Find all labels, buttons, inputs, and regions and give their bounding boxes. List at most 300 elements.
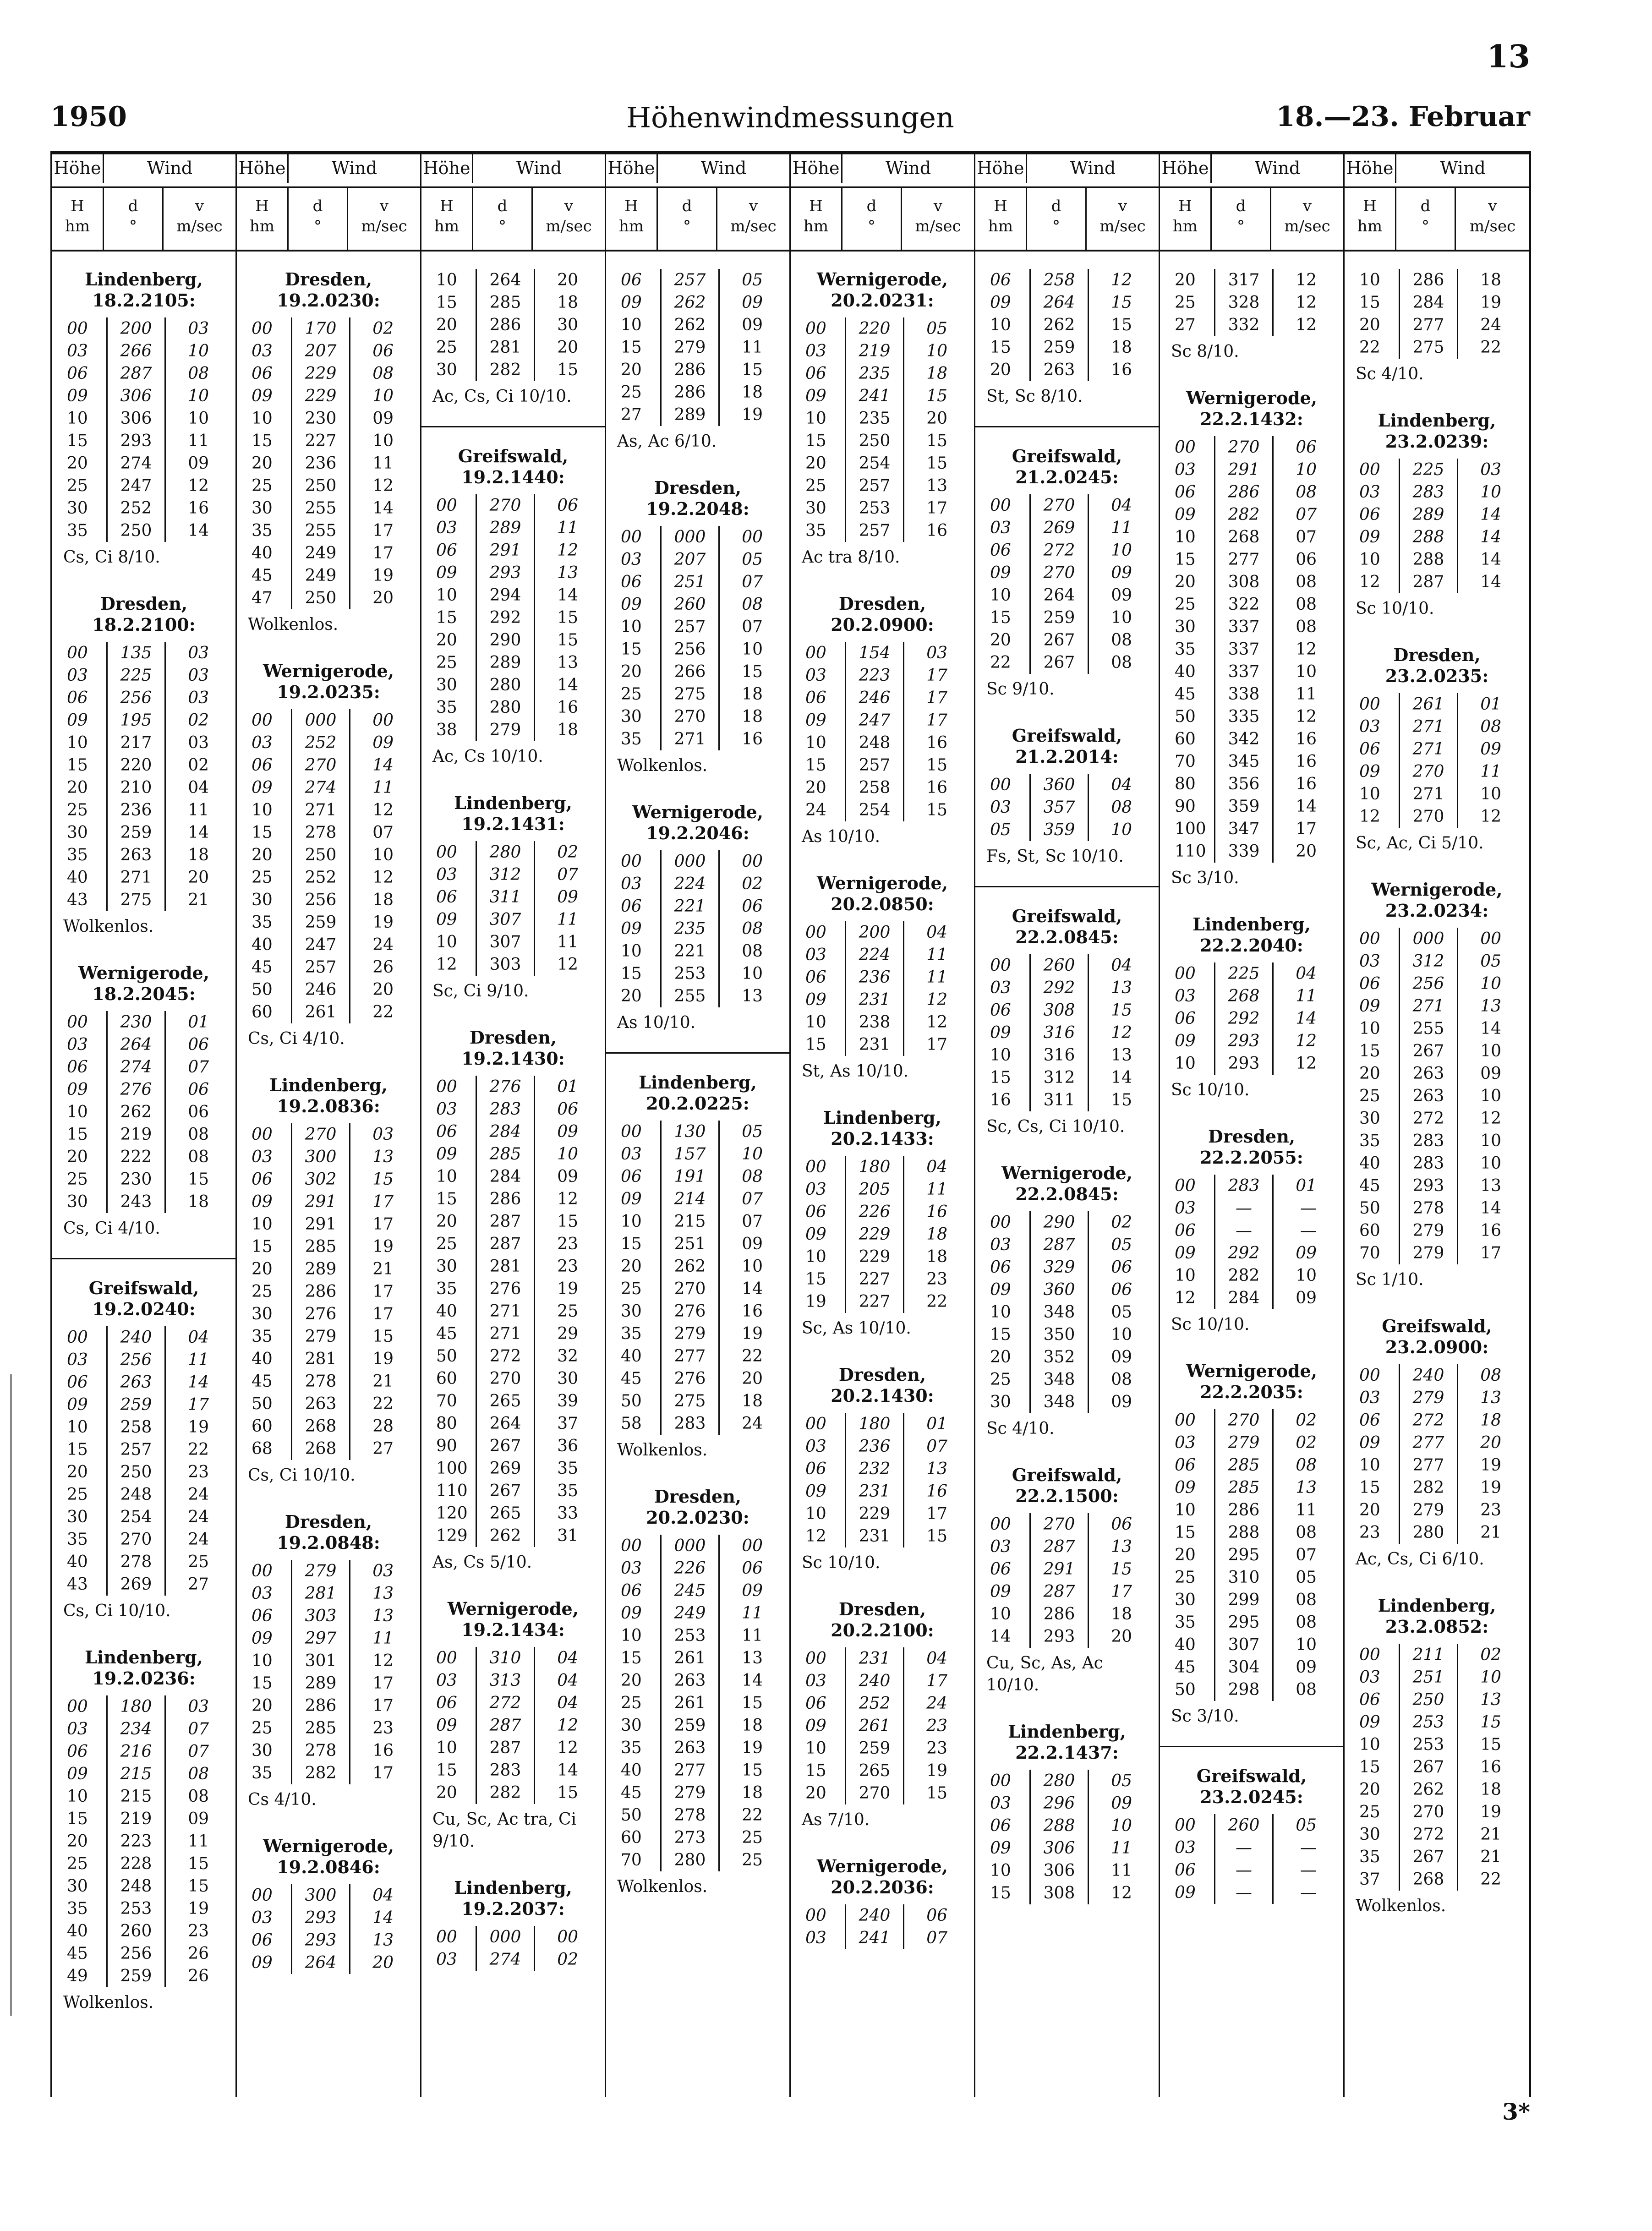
direction-cell: 228 <box>107 1853 165 1875</box>
table-row <box>1356 1711 1508 1733</box>
direction-cell: 300 <box>292 1884 350 1907</box>
speed-cell: 27 <box>188 1575 209 1594</box>
height-cell: 09 <box>621 919 642 938</box>
observation-block <box>975 906 1159 1138</box>
height-cell: 15 <box>621 964 642 983</box>
speed-cell: 13 <box>372 1607 394 1625</box>
height-cell: 09 <box>621 1190 642 1208</box>
direction-cell: 252 <box>846 1692 904 1715</box>
speed-cell: 17 <box>372 1192 394 1211</box>
speed-cell: 19 <box>372 566 394 585</box>
table-row <box>1171 1679 1323 1701</box>
direction-cell: 262 <box>661 1255 719 1278</box>
table-row <box>617 638 769 661</box>
cloud-note: Sc, As 10/10. <box>802 1319 911 1338</box>
header-row-top <box>1345 154 1529 188</box>
height-cell: 00 <box>805 644 826 662</box>
data-column <box>1160 154 1345 2097</box>
speed-cell: 03 <box>188 1697 209 1716</box>
height-cell: 06 <box>1175 1221 1196 1240</box>
height-cell: 00 <box>990 1772 1011 1790</box>
data-column <box>975 154 1160 2097</box>
observation-table <box>63 1326 215 1596</box>
observation-block <box>1160 1361 1343 1747</box>
cloud-note: Ac, Cs, Ci 6/10. <box>1356 1550 1484 1569</box>
table-row <box>617 1345 769 1367</box>
height-cell: 15 <box>1359 1758 1380 1777</box>
height-cell: 20 <box>67 454 88 473</box>
cloud-note: Wolkenlos. <box>248 615 339 634</box>
speed-cell: 09 <box>1111 1794 1132 1813</box>
direction-cell: 277 <box>1400 314 1458 336</box>
header-hoehe: Höhe <box>1161 158 1209 178</box>
table-row <box>1356 1085 1508 1107</box>
height-cell: 06 <box>1359 1411 1380 1430</box>
speed-cell: 14 <box>557 1761 578 1780</box>
height-cell: 30 <box>621 707 642 726</box>
height-cell: 20 <box>67 778 88 797</box>
cloud-note: Sc 3/10. <box>1171 869 1239 887</box>
header-height-cell <box>237 188 287 250</box>
speed-cell: 00 <box>372 711 394 730</box>
direction-cell: 284 <box>1215 1287 1273 1309</box>
speed-cell: 14 <box>188 1373 209 1392</box>
height-cell: 12 <box>1359 573 1380 591</box>
table-row <box>1356 291 1508 314</box>
table-row <box>63 1101 215 1123</box>
direction-cell: 261 <box>292 1001 350 1023</box>
observation-block <box>421 793 605 1002</box>
table-row <box>802 1503 954 1525</box>
table-row <box>1171 481 1323 503</box>
table-row <box>1171 1197 1323 1219</box>
direction-cell: 000 <box>1400 928 1458 950</box>
height-cell: 15 <box>990 1068 1011 1087</box>
direction-cell: 270 <box>1400 1801 1458 1823</box>
height-cell: 22 <box>1359 338 1380 357</box>
observation-time: 19.2.0846: <box>277 1857 380 1877</box>
table-row <box>802 921 954 944</box>
table-row <box>1356 995 1508 1017</box>
height-cell: 70 <box>1175 752 1196 771</box>
speed-cell: 01 <box>926 1415 947 1433</box>
height-cell: 09 <box>1359 528 1380 547</box>
height-cell: 00 <box>805 1649 826 1668</box>
table-row <box>63 1551 215 1573</box>
speed-cell: 16 <box>926 733 947 752</box>
table-row <box>1356 1242 1508 1264</box>
speed-cell: 06 <box>557 496 578 515</box>
observation-table <box>248 1884 400 1974</box>
direction-cell: 293 <box>1215 1052 1273 1075</box>
table-row <box>432 1457 585 1480</box>
height-cell: 10 <box>621 1212 642 1231</box>
observation-block <box>421 1877 605 1971</box>
table-row <box>617 940 769 962</box>
table-row <box>617 571 769 593</box>
speed-cell: 15 <box>372 1327 394 1346</box>
height-cell: 20 <box>621 361 642 379</box>
observation-table <box>248 1560 400 1784</box>
direction-cell: 257 <box>846 754 904 776</box>
table-row <box>432 607 585 629</box>
speed-cell: 02 <box>557 1950 578 1969</box>
table-row <box>1356 1432 1508 1454</box>
height-cell: 10 <box>1359 785 1380 804</box>
direction-cell: 272 <box>1400 1409 1458 1432</box>
speed-cell: 20 <box>557 338 578 357</box>
table-row <box>1171 962 1323 985</box>
table-row <box>802 1670 954 1692</box>
table-row <box>432 1165 585 1188</box>
height-cell: 03 <box>67 342 88 361</box>
height-cell: 40 <box>67 1922 88 1941</box>
direction-cell: 277 <box>1215 548 1273 571</box>
speed-cell: 08 <box>188 1125 209 1144</box>
height-cell: 10 <box>436 1167 457 1186</box>
speed-cell: 28 <box>372 1417 394 1436</box>
height-cell: 15 <box>1175 1523 1196 1542</box>
direction-cell: — <box>1215 1859 1273 1881</box>
table-row <box>802 1480 954 1503</box>
height-cell: 14 <box>990 1627 1011 1646</box>
table-row <box>986 1792 1138 1815</box>
speed-cell: 14 <box>1480 1019 1501 1038</box>
speed-cell: 12 <box>1296 640 1317 659</box>
speed-cell: 17 <box>372 1674 394 1693</box>
table-row <box>248 385 400 407</box>
observation-table <box>1356 1644 1508 1891</box>
cloud-note: Cs, Ci 8/10. <box>63 548 160 567</box>
table-row <box>63 1349 215 1371</box>
table-row <box>1171 1264 1323 1287</box>
height-cell: 20 <box>1359 316 1380 334</box>
direction-cell: 227 <box>846 1290 904 1313</box>
speed-cell: 08 <box>1296 1680 1317 1699</box>
observation-table <box>986 1770 1138 1904</box>
speed-cell: 02 <box>1111 1213 1132 1232</box>
table-row <box>63 754 215 776</box>
table-row <box>63 1191 215 1213</box>
height-cell: 15 <box>67 1440 88 1459</box>
observation-time: 19.2.2046: <box>646 823 749 843</box>
height-cell: 43 <box>67 1575 88 1594</box>
header-wind: Wind <box>472 154 605 183</box>
speed-cell: 13 <box>926 476 947 495</box>
direction-cell: 273 <box>661 1826 719 1849</box>
direction-cell: 296 <box>1030 1792 1089 1815</box>
table-row <box>1171 1611 1323 1634</box>
table-row <box>432 1926 585 1948</box>
table-row <box>248 1325 400 1348</box>
header-speed-cell <box>1455 188 1529 250</box>
speed-cell: 14 <box>1480 573 1501 591</box>
height-cell: 50 <box>1175 707 1196 726</box>
direction-cell: 270 <box>661 705 719 728</box>
header-row-top <box>237 154 420 188</box>
speed-cell: 09 <box>372 409 394 428</box>
height-cell: 100 <box>1175 820 1206 838</box>
speed-cell: 15 <box>742 662 763 681</box>
height-cell: 10 <box>67 409 88 428</box>
direction-cell: 280 <box>476 696 535 719</box>
table-row <box>1171 728 1323 750</box>
height-cell: 15 <box>252 823 273 842</box>
direction-cell: 290 <box>1030 1211 1089 1234</box>
height-cell: 03 <box>436 1100 457 1119</box>
direction-cell: 281 <box>476 1255 535 1278</box>
header-speed-cell <box>901 188 974 250</box>
table-row <box>802 385 954 407</box>
header-unit: m/sec <box>1100 217 1146 235</box>
direction-cell: 256 <box>1400 973 1458 995</box>
height-cell: 20 <box>990 631 1011 650</box>
direction-cell: 200 <box>846 921 904 944</box>
table-row <box>617 1233 769 1255</box>
direction-cell: 256 <box>107 1942 165 1965</box>
observation-block <box>237 269 420 636</box>
table-row <box>248 362 400 385</box>
table-row <box>986 336 1138 359</box>
table-row <box>802 1413 954 1435</box>
speed-cell: 03 <box>188 319 209 338</box>
speed-cell: 35 <box>557 1459 578 1478</box>
table-row <box>63 385 215 407</box>
height-cell: 35 <box>252 521 273 540</box>
direction-cell: 248 <box>107 1483 165 1506</box>
height-cell: 10 <box>67 1418 88 1437</box>
direction-cell: 270 <box>292 1123 350 1146</box>
table-row <box>617 1535 769 1557</box>
header-height-cell <box>791 188 841 250</box>
height-cell: 50 <box>1175 1680 1196 1699</box>
speed-cell: 18 <box>557 721 578 739</box>
direction-cell: 277 <box>1400 1454 1458 1476</box>
direction-cell: 195 <box>107 709 165 732</box>
direction-cell: 268 <box>1400 1868 1458 1891</box>
direction-cell: 259 <box>107 1965 165 1987</box>
height-cell: 06 <box>805 1694 826 1713</box>
column-body <box>237 269 420 1999</box>
table-row <box>63 1830 215 1853</box>
speed-cell: 19 <box>742 405 763 424</box>
header-row-top <box>975 154 1159 188</box>
direction-cell: 251 <box>661 1233 719 1255</box>
direction-cell: 269 <box>476 1457 535 1480</box>
speed-cell: 09 <box>1111 1393 1132 1411</box>
observation-block <box>1345 645 1529 854</box>
observation-table <box>248 1123 400 1460</box>
height-cell: 03 <box>1359 483 1380 502</box>
direction-cell: 282 <box>292 1762 350 1784</box>
direction-cell: 225 <box>107 664 165 687</box>
direction-cell: 303 <box>292 1605 350 1627</box>
table-row <box>1171 795 1323 818</box>
direction-cell: 275 <box>661 683 719 705</box>
table-row <box>1356 1521 1508 1544</box>
direction-cell: 292 <box>1215 1242 1273 1264</box>
speed-cell: 10 <box>926 342 947 361</box>
speed-cell: 14 <box>372 499 394 518</box>
height-cell: 00 <box>67 1013 88 1032</box>
footer-mark: 3* <box>1502 2098 1530 2125</box>
direction-cell: 247 <box>107 475 165 497</box>
height-cell: 00 <box>67 644 88 662</box>
speed-cell: 20 <box>1480 1433 1501 1452</box>
speed-cell: 12 <box>1296 271 1317 290</box>
table-row <box>1356 1823 1508 1846</box>
table-row <box>432 1692 585 1714</box>
height-cell: 30 <box>436 361 457 379</box>
direction-cell: 270 <box>1215 436 1273 459</box>
height-cell: 27 <box>1175 316 1196 334</box>
table-row <box>63 1168 215 1191</box>
height-cell: 00 <box>621 528 642 547</box>
height-cell: 09 <box>252 387 273 405</box>
height-cell: 25 <box>621 1694 642 1712</box>
speed-cell: 10 <box>1296 460 1317 479</box>
height-cell: 09 <box>805 387 826 405</box>
header-wind: Wind <box>841 154 974 183</box>
table-row <box>617 1188 769 1210</box>
speed-cell: 09 <box>557 1167 578 1186</box>
table-row <box>1356 1756 1508 1778</box>
speed-cell: 08 <box>188 1787 209 1806</box>
speed-cell: 04 <box>1111 956 1132 975</box>
speed-cell: 12 <box>557 1716 578 1735</box>
height-cell: 03 <box>436 519 457 537</box>
speed-cell: 07 <box>1296 1546 1317 1564</box>
direction-cell: 252 <box>292 732 350 754</box>
height-cell: 00 <box>1359 1646 1380 1664</box>
table-row <box>986 1391 1138 1413</box>
speed-cell: 16 <box>1296 730 1317 749</box>
height-cell: 24 <box>805 801 826 820</box>
height-cell: 15 <box>1359 293 1380 312</box>
table-row <box>986 269 1138 291</box>
speed-cell: 06 <box>742 897 763 916</box>
table-row <box>248 542 400 564</box>
height-cell: 09 <box>621 1604 642 1623</box>
table-row <box>802 1904 954 1927</box>
direction-cell: 267 <box>1030 629 1089 651</box>
speed-cell: 11 <box>926 1180 947 1199</box>
cloud-note: Sc, Cs, Ci 10/10. <box>986 1117 1125 1136</box>
observation-table <box>802 642 954 821</box>
table-row <box>1356 481 1508 503</box>
speed-cell: 15 <box>372 1170 394 1189</box>
header-speed-cell <box>1085 188 1159 250</box>
height-cell: 25 <box>621 383 642 402</box>
table-row <box>802 1178 954 1201</box>
height-cell: 25 <box>621 1280 642 1298</box>
cloud-note: Cs, Ci 10/10. <box>63 1602 171 1620</box>
speed-cell: 07 <box>742 1190 763 1208</box>
height-cell: 00 <box>67 1697 88 1716</box>
height-cell: 20 <box>436 1783 457 1802</box>
speed-cell: 20 <box>926 409 947 428</box>
table-row <box>432 1525 585 1547</box>
table-row <box>432 494 585 517</box>
direction-cell: 283 <box>1400 481 1458 503</box>
table-row <box>1171 1287 1323 1309</box>
height-cell: 20 <box>436 316 457 334</box>
table-row <box>1356 1219 1508 1242</box>
observation-table <box>432 494 585 741</box>
table-row <box>63 1965 215 1987</box>
table-row <box>432 719 585 741</box>
speed-cell: 24 <box>1480 316 1501 334</box>
table-row <box>248 934 400 956</box>
height-cell: 35 <box>621 1739 642 1757</box>
observation-time: 19.2.1431: <box>461 814 565 834</box>
height-cell: 00 <box>805 319 826 338</box>
observation-time: 18.2.2045: <box>92 984 196 1004</box>
direction-cell: 254 <box>107 1506 165 1528</box>
table-row <box>248 1370 400 1393</box>
speed-cell: 17 <box>372 1282 394 1301</box>
table-row <box>1171 705 1323 728</box>
speed-cell: 16 <box>742 730 763 749</box>
height-cell: 15 <box>621 338 642 357</box>
table-row <box>1356 1846 1508 1868</box>
observation-block <box>1345 269 1529 385</box>
header-direction-cell <box>841 188 901 250</box>
height-cell: 09 <box>990 1280 1011 1299</box>
direction-cell: 359 <box>1030 819 1089 841</box>
observation-time: 19.2.1430: <box>461 1048 565 1069</box>
header-d: d <box>1236 197 1246 215</box>
direction-cell: 278 <box>661 1804 719 1826</box>
height-cell: 10 <box>621 316 642 334</box>
table-row <box>1356 1175 1508 1197</box>
speed-cell: 14 <box>557 586 578 605</box>
table-row <box>1171 548 1323 571</box>
speed-cell: 14 <box>1296 1009 1317 1028</box>
direction-cell: 294 <box>476 584 535 607</box>
header-hm: hm <box>249 217 275 235</box>
speed-cell: 14 <box>188 823 209 842</box>
speed-cell: 19 <box>188 1899 209 1918</box>
direction-cell: 226 <box>661 1557 719 1580</box>
table-row <box>63 1942 215 1965</box>
observation-block <box>791 1856 974 1949</box>
speed-cell: 13 <box>1111 1046 1132 1065</box>
table-row <box>617 1737 769 1759</box>
table-row <box>63 821 215 844</box>
table-row <box>432 1367 585 1390</box>
header-deg: ° <box>1052 217 1060 235</box>
direction-cell: 235 <box>846 407 904 430</box>
direction-cell: 268 <box>1215 526 1273 548</box>
direction-cell: 261 <box>661 1647 719 1669</box>
height-cell: 06 <box>621 897 642 916</box>
speed-cell: 24 <box>188 1508 209 1526</box>
height-cell: 09 <box>67 1395 88 1414</box>
speed-cell: 19 <box>557 1280 578 1298</box>
table-row <box>1356 269 1508 291</box>
speed-cell: 10 <box>188 409 209 428</box>
height-cell: 06 <box>805 968 826 987</box>
speed-cell: 05 <box>1296 1816 1317 1835</box>
table-row <box>1171 773 1323 795</box>
direction-cell: 241 <box>846 385 904 407</box>
speed-cell: 10 <box>1480 1042 1501 1061</box>
table-row <box>432 1782 585 1804</box>
direction-cell: 297 <box>292 1627 350 1650</box>
cloud-note: Cu, Sc, As, Ac 10/10. <box>986 1654 1103 1695</box>
table-row <box>1171 436 1323 459</box>
